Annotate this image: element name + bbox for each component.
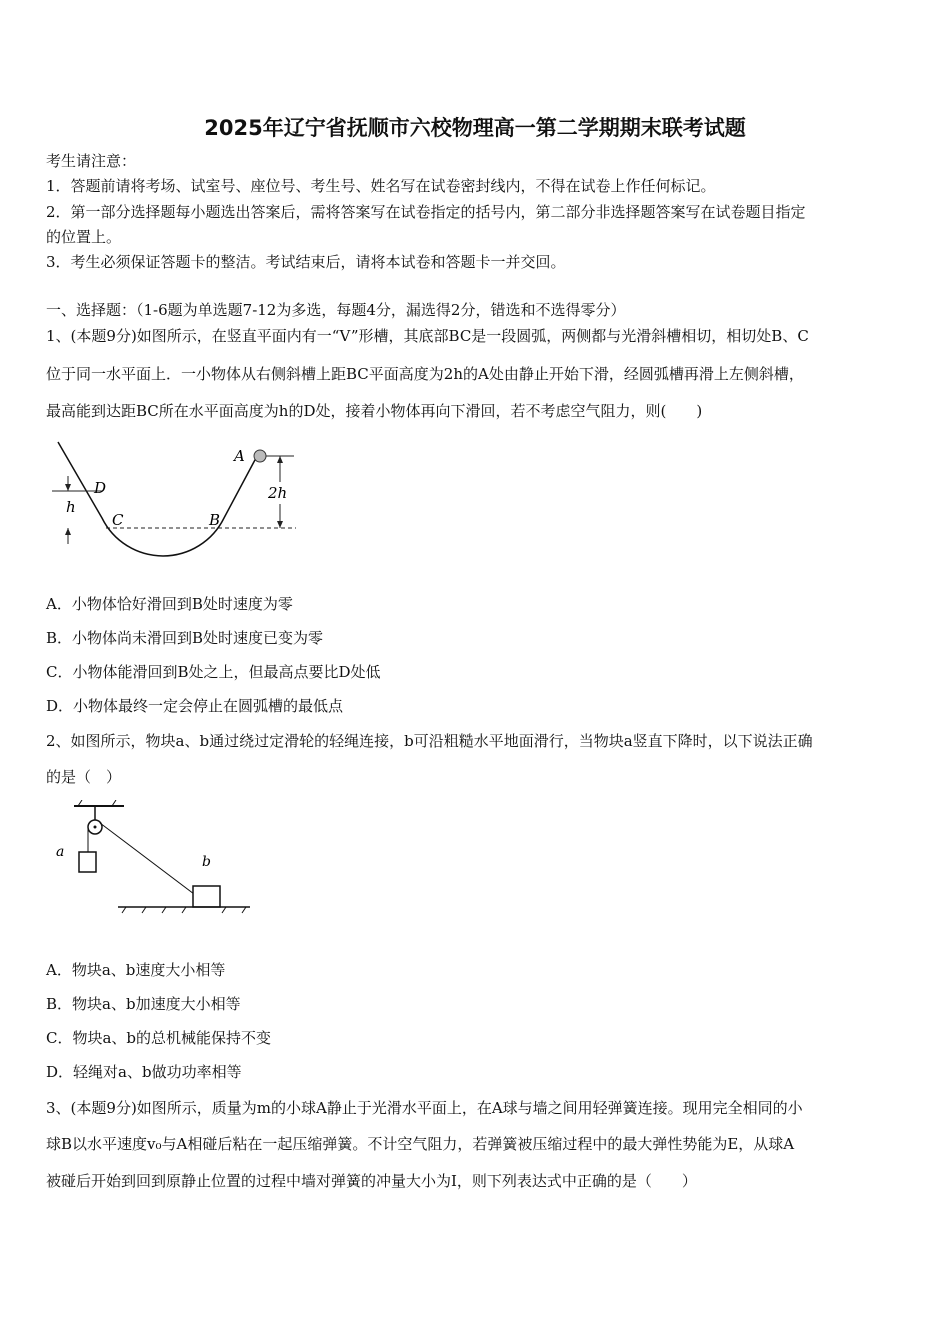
block-a (79, 852, 96, 872)
label-a: a (56, 844, 65, 860)
question-1-option-c: C．小物体能滑回到B处之上，但最高点要比D处低 (46, 663, 381, 681)
figure-v-groove (46, 436, 306, 576)
notice-heading: 考生请注意： (46, 152, 137, 170)
question-2-text: 的是（ ） (46, 768, 122, 786)
question-1-option-d: D．小物体最终一定会停止在圆弧槽的最低点 (46, 697, 344, 715)
question-3-text: 被碰后开始到回到原静止位置的过程中墙对弹簧的冲量大小为I，则下列表达式中正确的是（ ） (46, 1172, 697, 1190)
small-ball (254, 450, 266, 462)
question-2-option-d: D．轻绳对a、b做功功率相等 (46, 1063, 242, 1081)
notice-item: 2．第一部分选择题每小题选出答案后，需将答案写在试卷指定的括号内，第二部分非选择题答案写在试卷题目指定 (46, 203, 806, 221)
h-arrowhead-down (65, 484, 71, 491)
block-b (193, 886, 220, 907)
label-D: D (94, 479, 107, 497)
ground-hatch (122, 907, 126, 913)
question-2-text: 2、如图所示，物块a、b通过绕过定滑轮的轻绳连接，b可沿粗糙水平地面滑行，当物块a竖直下降时，以下说法正确 (46, 732, 813, 750)
rope-slanted (100, 823, 194, 894)
groove-curve (58, 442, 256, 556)
ground-hatch (222, 907, 226, 913)
label-2h: 2h (268, 484, 288, 502)
notice-item: 的位置上。 (46, 228, 122, 246)
page-title: 2025年辽宁省抚顺市六校物理高一第二学期期末联考试题 (204, 116, 746, 140)
ground-hatch (142, 907, 146, 913)
question-2-option-a: A．物块a、b速度大小相等 (46, 961, 226, 979)
ground-hatch (162, 907, 166, 913)
question-1-option-a: A．小物体恰好滑回到B处时速度为零 (46, 595, 293, 613)
question-2-option-b: B．物块a、b加速度大小相等 (46, 995, 241, 1013)
question-3-text: 球B以水平速度v₀与A相碰后粘在一起压缩弹簧。不计空气阻力，若弹簧被压缩过程中的最大弹性势能为E，从球A (46, 1135, 795, 1153)
label-A: A (234, 447, 245, 465)
pulley-axle (94, 826, 97, 829)
question-1-option-b: B．小物体尚未滑回到B处时速度已变为零 (46, 629, 324, 647)
question-1-text: 1、(本题9分)如图所示，在竖直平面内有一“V”形槽，其底部BC是一段圆弧，两侧都与光滑斜槽相切，相切处B、C (46, 327, 809, 345)
h-arrowhead-up (65, 528, 71, 535)
question-1-text: 最高能到达距BC所在水平面高度为h的D处，接着小物体再向下滑回，若不考虑空气阻力，则( ) (46, 402, 703, 420)
section-heading: 一、选择题：（1-6题为单选题7-12为多选，每题4分，漏选得2分，错选和不选得零分） (46, 301, 626, 319)
2h-arrowhead-up (277, 456, 283, 463)
notice-item: 3．考生必须保证答题卡的整洁。考试结束后，请将本试卷和答题卡一并交回。 (46, 253, 566, 271)
label-h: h (66, 498, 76, 516)
label-C: C (112, 511, 124, 529)
question-1-text: 位于同一水平面上．一小物体从右侧斜槽上距BC平面高度为2h的A处由静止开始下滑，经圆弧槽再滑上左侧斜槽， (46, 365, 804, 383)
ground-hatch (182, 907, 186, 913)
figure-pulley (46, 800, 266, 920)
question-3-text: 3、(本题9分)如图所示，质量为m的小球A静止于光滑水平面上，在A球与墙之间用轻弹簧连接。现用完全相同的小 (46, 1099, 803, 1117)
label-B: B (209, 511, 221, 529)
ground-hatch (242, 907, 246, 913)
question-2-option-c: C．物块a、b的总机械能保持不变 (46, 1029, 272, 1047)
label-b: b (202, 854, 211, 870)
notice-item: 1．答题前请将考场、试室号、座位号、考生号、姓名写在试卷密封线内，不得在试卷上作任何标记。 (46, 177, 716, 195)
2h-arrowhead-down (277, 521, 283, 528)
